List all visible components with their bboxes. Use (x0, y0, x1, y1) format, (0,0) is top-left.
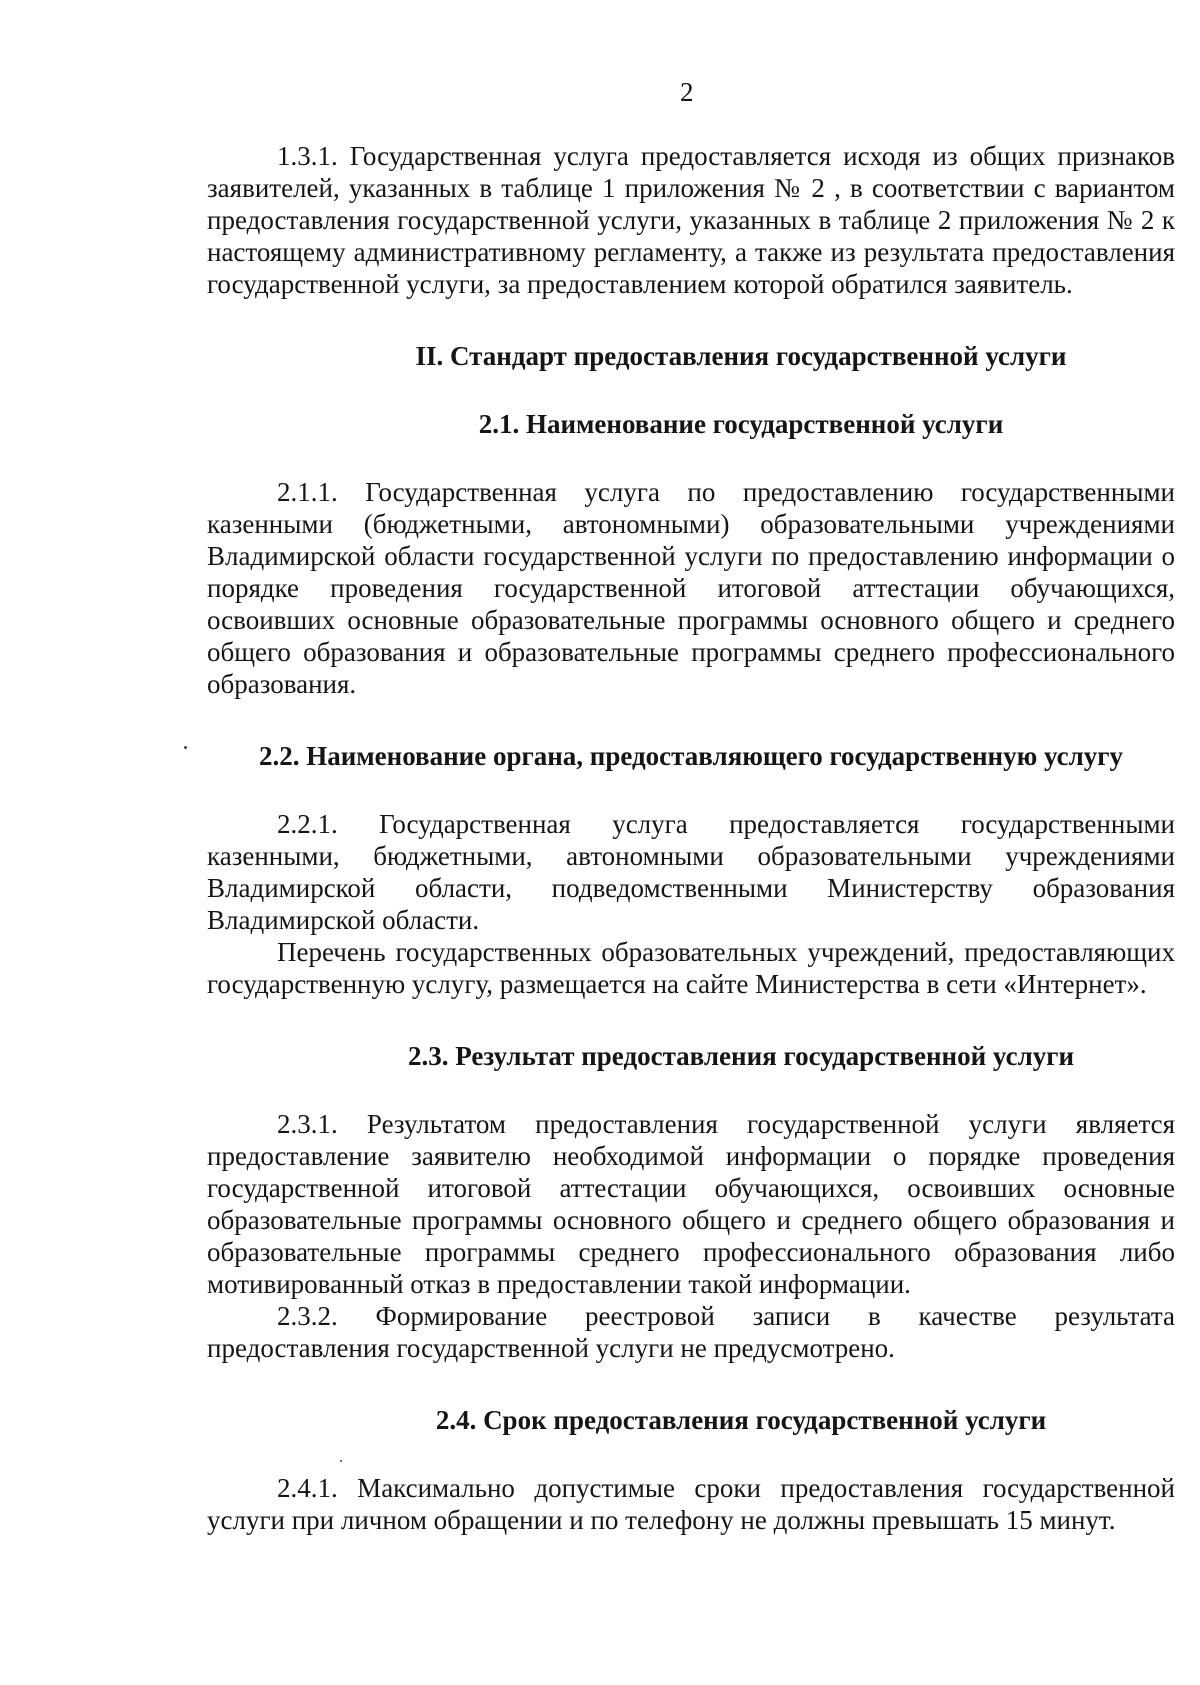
heading-2-2: 2.2. Наименование органа, предоставляющего государственную услугу (258, 741, 1124, 771)
paragraph-2-3-1: 2.3.1. Результатом предоставления государственной услуги является предоставление заявителю необходимой информации о порядке проведения государственной итоговой аттестации обучающихся, освоивших основные образовательные программы основного общего и среднего общего образования и образовательные программы среднего профессионального образования либо мотивированный отказ в предоставлении такой информации. (207, 1109, 1175, 1299)
paragraph-2-1-1: 2.1.1. Государственная услуга по предоставлению государственными казенными (бюджетными, автономными) образовательными учреждениями Владимирской области государственной услуги по предоставлению информации о порядке проведения государственной итоговой аттестации обучающихся, освоивших основные образовательные программы основного общего и среднего общего образования и образовательные программы среднего профессионального образования. (207, 477, 1175, 699)
heading-2-3: 2.3. Результат предоставления государственной услуги (407, 1041, 1075, 1071)
paragraph-2-4-1: 2.4.1. Максимально допустимые сроки предоставления государственной услуги при личном обращении и по телефону не должны превышать 15 минут. (207, 1473, 1175, 1535)
paragraph-2-2-1: 2.2.1. Государственная услуга предоставляется государственными казенными, бюджетными, автономными образовательными учреждениями Владимирской области, подведомственными Министерству образования Владимирской области. (207, 809, 1175, 935)
paragraph-1-3-1: 1.3.1. Государственная услуга предоставляется исходя из общих признаков заявителей, указанных в таблице 1 приложения № 2 , в соответствии с вариантом предоставления государственной услуги, указанных в таблице 2 приложения № 2 к настоящему административному регламенту, а также из результата предоставления государственной услуги, за предоставлением которой обратился заявитель. (207, 141, 1175, 299)
scan-speck (340, 1460, 342, 1462)
page-number: 2 (680, 77, 694, 107)
heading-2-4: 2.4. Срок предоставления государственной услуги (435, 1405, 1047, 1435)
scan-speck (184, 746, 187, 749)
paragraph-institution-list: Перечень государственных образовательных учреждений, предоставляющих государственную услугу, размещается на сайте Министерства в сети «Интернет». (207, 937, 1175, 999)
heading-2-1: 2.1. Наименование государственной услуги (478, 409, 1004, 439)
paragraph-2-3-2: 2.3.2. Формирование реестровой записи в качестве результата предоставления государственной услуги не предусмотрено. (207, 1301, 1175, 1363)
document-body (207, 140, 1175, 1536)
section-heading-standard: II. Стандарт предоставления государственной услуги (415, 341, 1067, 371)
